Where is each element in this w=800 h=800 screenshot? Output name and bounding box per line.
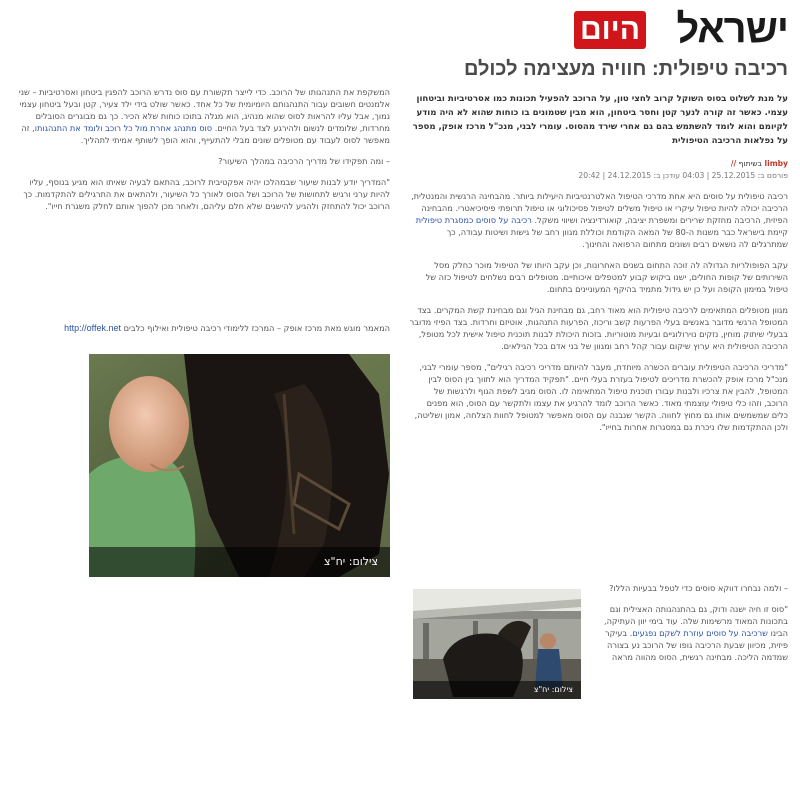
photo-credit: צילום: יח"צ [413,681,581,699]
paragraph-text: , זה מאפשר לסוס לעבוד עם מטופלים שונים מבלי להתעייף, והוא הופך לשותף אמיתי לתהליך. [21,123,390,145]
paragraph: "מדריכי הרכיבה הטיפולית עוברים הכשרה מיוחדת, מעבר להיותם מדריכי רכיבה רגילים", מספר עומרי לבני, מנכ"ל מרכז אופק להכשרת מדריכים לטיפול בעזרת בעלי חיים. "תפקיד המדריך הוא לתווך בין הסוס לבין המטופל, להבין את צרכיו ולבנות עבורו תוכנית טיפול המתאימה לו. הסוס מגיב לשפת הגוף ולרגשות של הרוכב, וזהו כלי טיפולי עוצמתי מאוד. כאשר הרוכב לומד להרגיע את עצמו ולתקשר עם הסוס, הוא מפנים כלים שמשמשים אותו גם מחוץ לחווה. הקשר שנבנה עם הסוס מאפשר למטופל לחוות הצלחה, אמון ושליטה, ולכן ההתקדמות שלו ניכרת גם במסגרות אחרות בחייו". [414,362,788,432]
horse-rehab-link[interactable]: שרכיבה על סוסים עוזרת לשקם נפגעים [632,628,768,638]
logo-text-hayom: היום [574,11,646,49]
logo-text-israel: ישראל [676,7,788,51]
article-body-right [408,190,788,578]
paragraph-text: המשקפת את התנהגותו של הרוכב. כדי לייצר תקשורת עם סוס נדרש הרוכב להפגין ביטחון ואסרטיביות – שני אלמנטים חשובים עבור התנהגותם היומיומית של כל אחד. כאשר שולט בידי ילד צעיר, קטן ובעל ביטחון עצמי נמוך, אבל עליו להראות לסוס שהוא מנהיג, הוא מגלה בתוכו כוחות שלא הכיר. כך גם מבוגרים הסובלים מחרדות, שלומדים לנשום ולהירגע לצד בעל החיים. [18,87,390,133]
paragraph [12,86,390,146]
answer: "המדריך יודע לבנות שיעור שבמהלכו יהיה אפקטיבית לרוכב, בהתאם לבעיה שאיתו הוא מגיע בנוסף, עליו להיות ערני ורגיש לתחושות של הרוכב ושל הסוס לאורך כל השיעור, ולהתאים את התרגילים להתקדמות. כך הרוכב יכול להתחזק ולהגיע להישגים שלא חלם עליהם, ולאחר מכן להפוך אותם לחלק משגרת חייו". [23,177,390,211]
site-logo[interactable] [574,5,788,53]
horse-behavior-link[interactable]: סוס מתנהג אחרת מול כל רוכב ולומד את התנהגותו [34,123,213,133]
paragraph: עקב הפופולריות הגדולה לה זוכה התחום בשנים האחרונות, וכן עקב היותו של הטיפול מוכר כחלק מסל השירותים של קופות החולים, ישנו ביקוש קבוע למטפלים איכותיים. מטופלים רבים נשלחים לטיפול כזה של טיפול במימון הקופה ועל כן יש גידול מתמיד בהיקף המעוניינים בתחום. [425,260,788,294]
paragraph-text: קיימת בישראל כבר משנות ה-80 של המאה הקודמת וכוללת מגוון רחב של גישות ושיטות עבודה, כך שמתרגלים לה נושאים רבים ושונים מתחום הרפואה והחינוך. [446,227,788,249]
byline-separator: // [730,159,737,168]
byline-cooperation: בשיתוף [738,159,763,168]
article-byline [408,158,788,186]
question: – ולמה נבחרו דווקא סוסים כדי לטפל בבעיות הללו? [609,583,788,593]
photo-man-with-horse [89,354,390,577]
answer [592,603,788,663]
question: – ומה תפקידו של מדריך הרכיבה במהלך השיעור? [218,156,390,166]
therapy-riding-link[interactable]: רכיבה על סוסים כמסגרת טיפולית [415,215,532,225]
paragraph: מגוון מטופלים המתאימים לרכיבה טיפולית הוא מאוד רחב, גם מבחינת הגיל וגם מבחינת קשת המקרים. בצד המטופל הרגשי מדובר באנשים בעלי הפרעות קשב וריכוז, הפרעות התנהגות, אוטיזם וחרדות. בצד הפיזי מדובר בבעלי שיתוק מוחין, נזקים נוירולוגיים ובעיות מוטוריות. בזכות היכולת לבנות תוכנית טיפול אישית לכל מטופל, הרכיבה הטיפולית היא ערוץ שיקום עבור קהל רחב ומגוון של בני אדם בכל הגילאים. [409,305,788,351]
paragraph-text: . בעיקר פיזית, מכיוון שבעת הרכיבה גופו של הרוכב נע בצורה שמדמה הליכה. מבחינה רגשית, הסוס מהווה מראה [605,628,788,662]
credit-text: המאמר מוגש מאת מרכז אופק – המרכז ללימודי רכיבה טיפולית ואילוף כלבים [123,323,390,333]
offek-url-link[interactable]: http://offek.net [64,323,121,333]
photo-credit: צילום: יח"צ [89,547,390,577]
paragraph [408,190,788,250]
paragraph-text: רכיבה טיפולית על סוסים היא אחת מדרכי הטיפול האלטרנטיביות היעילות ביותר. מהבחינה הרגשית והמנטלית, הרכיבה יכולה להיות טיפול עיקרי או טיפול משלים לטיפול פסיכולוגי או טיפול תרופתי פיסיכיאטרי. מהבחינה הפיזית, הרכיבה מחזקת שרירים ומשפרת יציבה, קואורדינציה ושיווי משקל. [411,191,788,225]
article-body-bottom [592,582,788,712]
article-body-left [12,86,390,341]
article-photo-main [89,354,390,577]
article-credit-line [12,322,390,336]
article-photo-secondary [413,589,581,699]
paragraph-text: "סוס זו חיה ישנה ודוק, גם בהתנהגותה האצילית וגם בתכונות המאוד מרשימות שלה. עוד בימי יוון העתיקה, הבינו [603,604,788,638]
author-link[interactable]: limby [764,159,788,168]
article-headline: רכיבה טיפולית: חוויה מעצימה לכולם [463,58,788,80]
article-subtitle: על מנת לשלוט בסוס השוקל קרוב לחצי טון, על הרוכב להפעיל תכונות כמו אסרטיביות וביטחון עצמי. כאשר זה קורה לנער קטן וחסר ביטחון, הוא מבין שטמונים בו כוחות שהוא לא היה מודע לקיומם והוא לומד להשתמש בהם גם אחרי שירד מהסוס. עומרי לבני, מנכ"ל מרכז אופק, מספר על נפלאות הרכיבה הטיפולית [412,94,788,146]
publish-dates: פורסם ב: 25.12.2015 | 04:03 עודכן ב: 24.12.2015 | 20:42 [578,171,788,180]
